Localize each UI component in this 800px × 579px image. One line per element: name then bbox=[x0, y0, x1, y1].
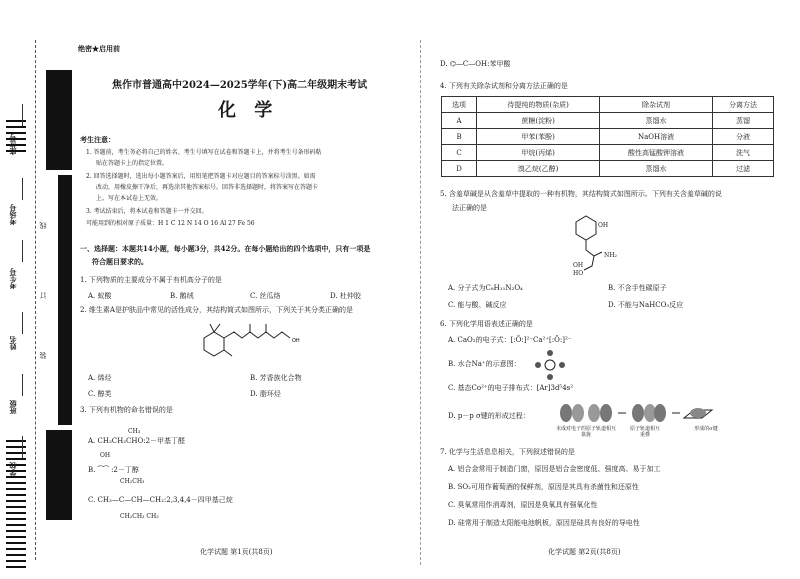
sigma-caption-2: 原子轨道相互重叠 bbox=[630, 426, 661, 438]
q2-option-d: D. 脂环烃 bbox=[250, 390, 281, 398]
notice-title: 考生注意： bbox=[80, 135, 115, 144]
table-cell: 溴乙烷(乙醇) bbox=[477, 161, 600, 177]
question-4: 4. 下列有关除杂试剂和分离方法正确的是 bbox=[440, 82, 568, 90]
label-name: 姓名 bbox=[8, 336, 17, 350]
q3-option-d: D. ⌬—C—OH:苯甲酸 bbox=[440, 60, 511, 68]
q3-option-a: A. CH₃CH₂CHO:2－甲基丁醛 bbox=[88, 437, 186, 445]
q3c-top-group: CH₂CH₃ bbox=[120, 478, 145, 485]
binding-strip bbox=[0, 0, 72, 579]
mimosine-carboxyl-oh-label: OH bbox=[573, 262, 584, 269]
table-header-row bbox=[442, 97, 774, 113]
table-cell: 洗气 bbox=[712, 145, 773, 161]
subject-title: 化 学 bbox=[218, 100, 279, 121]
table-cell: D bbox=[442, 161, 477, 177]
question-7: 7. 化学与生活息息相关，下列叙述错误的是 bbox=[440, 448, 575, 456]
notice-1a: 1. 答题前，考生务必将自己的姓名、考生号填写在试卷和答题卡上，并将考生号条形码粘 bbox=[86, 149, 322, 156]
question-1: 1. 下列物质的主要成分不属于有机高分子的是 bbox=[80, 276, 222, 284]
q3-option-c: C. CH₃—C—CH—CH₂:2,3,4,4－四甲基己烷 bbox=[88, 496, 233, 504]
q6-option-d: D. p－p σ键的形成过程： bbox=[448, 412, 530, 420]
q5-option-d: D. 不能与NaHCO₃反应 bbox=[608, 301, 684, 309]
svg-text:OH: OH bbox=[292, 338, 300, 344]
table-header: 分离方法 bbox=[712, 97, 773, 113]
q1-option-d: D. 杜仲胶 bbox=[330, 292, 361, 300]
q7-option-d: D. 硅常用于制造太阳能电池帆板，原因是硅具有良好的导电性 bbox=[448, 519, 640, 527]
q6-option-c: C. 基态Co²⁺的电子排布式：[Ar]3d⁵4s² bbox=[448, 384, 574, 392]
label-examinee: 考生号 bbox=[8, 268, 17, 289]
q1-option-b: B. 鹅绒 bbox=[170, 292, 194, 300]
table-cell: 过滤 bbox=[712, 161, 773, 177]
question-2: 2. 维生素A是护肤品中常见的活性成分，其结构简式如图所示，下列关于其分类正确的是 bbox=[80, 306, 353, 314]
question-5-cont: 法正确的是 bbox=[452, 204, 487, 212]
label-school: 学校 bbox=[8, 462, 17, 476]
table-cell: C bbox=[442, 145, 477, 161]
q2-option-a: A. 烯烃 bbox=[88, 374, 112, 382]
table-cell: 蒸馏水 bbox=[600, 161, 713, 177]
table-cell: 甲苯(苯酚) bbox=[477, 129, 600, 145]
binding-bar-mid bbox=[58, 175, 72, 425]
notice-2a: 2. 回答选择题时，选出每小题答案后，用铅笔把答题卡对应题目的答案标号涂黑。如需 bbox=[86, 173, 316, 180]
page-2-footer: 化学试题 第2页(共8页) bbox=[548, 548, 621, 556]
label-room: 考场号 bbox=[8, 204, 17, 225]
question-5: 5. 含羞草碱是从含羞草中提取的一种有机物，其结构简式如图所示。下列有关含羞草碱的说 bbox=[440, 190, 722, 198]
table-cell: B bbox=[442, 129, 477, 145]
sigma-caption-3: 形成的σ键 bbox=[694, 426, 718, 432]
q3a-substituent: CH₃ bbox=[128, 428, 141, 435]
q3-option-b: B. ⁀⁀ :2－丁醇 bbox=[88, 466, 139, 474]
hydrated-sodium-diagram bbox=[530, 348, 570, 382]
q7-option-a: A. 铝合金常用于制造门窗，原因是铝合金密度低、强度高、易于加工 bbox=[448, 465, 661, 473]
mimosine-oh-label: OH bbox=[598, 222, 609, 229]
table-row bbox=[442, 113, 774, 129]
label-seat: 座位号 bbox=[8, 134, 17, 155]
q1-option-c: C. 丝瓜络 bbox=[250, 292, 281, 300]
cut-mark-staple: 装 bbox=[39, 352, 47, 359]
table-header: 选项 bbox=[442, 97, 477, 113]
notice-2c: 上。写在本试卷上无效。 bbox=[96, 195, 163, 202]
table-cell: 甲烷(丙烯) bbox=[477, 145, 600, 161]
purification-table bbox=[441, 96, 774, 177]
section-heading-2: 符合题目要求的。 bbox=[92, 257, 148, 266]
confidential-mark: 绝密★启用前 bbox=[78, 44, 120, 53]
page-1-footer: 化学试题 第1页(共8页) bbox=[200, 548, 273, 556]
table-row bbox=[442, 145, 774, 161]
q1-option-a: A. 蚁酸 bbox=[88, 292, 112, 300]
sigma-bond-diagram bbox=[556, 402, 716, 424]
table-row bbox=[442, 161, 774, 177]
exam-title: 焦作市普通高中2024—2025学年(下)高二年级期末考试 bbox=[112, 80, 368, 91]
q5-option-a: A. 分子式为C₈H₁₁N₂O₄ bbox=[448, 284, 523, 292]
table-header: 除杂试剂 bbox=[600, 97, 713, 113]
q5-option-b: B. 不含手性碳原子 bbox=[608, 284, 667, 292]
q3b-hydroxyl: OH bbox=[100, 452, 111, 459]
q5-option-c: C. 能与酸、碱反应 bbox=[448, 301, 507, 309]
table-cell: 分液 bbox=[712, 129, 773, 145]
table-cell: 蒸馏 bbox=[712, 113, 773, 129]
q2-option-c: C. 醇类 bbox=[88, 390, 112, 398]
binding-cut-line bbox=[35, 40, 36, 560]
q2-option-b: B. 芳香族化合物 bbox=[250, 374, 302, 382]
sigma-caption-1: 未成对电子的原子轨道相互靠拢 bbox=[556, 426, 617, 438]
question-3: 3. 下列有机物的命名错误的是 bbox=[80, 406, 173, 414]
q3c-bottom-groups: CH₂CH₃ CH₃ bbox=[120, 513, 159, 520]
table-header: 待提纯的物质(杂质) bbox=[477, 97, 600, 113]
atomic-masses: 可能用到的相对原子质量：H 1 C 12 N 14 O 16 Al 27 Fe 56 bbox=[86, 220, 255, 227]
notice-1b: 贴在答题卡上的指定位置。 bbox=[96, 160, 169, 167]
cut-mark-bind: 订 bbox=[39, 292, 47, 299]
table-cell: 酸性高锰酸钾溶液 bbox=[600, 145, 713, 161]
table-cell: 蒸馏水 bbox=[600, 113, 713, 129]
binding-bar-bottom bbox=[46, 430, 72, 520]
question-6: 6. 下列化学用语表述正确的是 bbox=[440, 320, 533, 328]
table-cell: A bbox=[442, 113, 477, 129]
mimosine-ho-label: HO bbox=[573, 270, 584, 277]
q7-option-b: B. SO₂可用作葡萄酒的保鲜剂，原因是其具有杀菌性和还原性 bbox=[448, 483, 639, 491]
notice-2b: 改动，用橡皮擦干净后，再选涂其他答案标号。回答非选择题时，将答案写在答题卡 bbox=[96, 184, 319, 191]
notice-3: 3. 考试结束后，将本试卷和答题卡一并交回。 bbox=[86, 208, 208, 215]
label-class: 班级 bbox=[8, 400, 17, 414]
q6-option-a: A. CaO₂的电子式：[:Ö:]²⁻Ca²⁺[:Ö:]²⁻ bbox=[448, 336, 572, 344]
mimosine-nh2-label: NH₂ bbox=[604, 252, 617, 259]
section-heading: 一、选择题：本题共14小题，每小题3分，共42分。在每小题给出的四个选项中，只有一项是 bbox=[80, 244, 371, 253]
table-row bbox=[442, 129, 774, 145]
binding-bar-top bbox=[46, 70, 72, 170]
q7-option-c: C. 臭氧常用作消毒剂，原因是臭氧具有强氧化性 bbox=[448, 501, 598, 509]
cut-mark-line: 线 bbox=[39, 222, 47, 229]
table-cell: NaOH溶液 bbox=[600, 129, 713, 145]
q6-option-b: B. 水合Na⁺的示意图： bbox=[448, 360, 521, 368]
page-divider bbox=[420, 40, 421, 565]
vitamin-a-structure bbox=[196, 318, 306, 368]
table-cell: 蔗糖(淀粉) bbox=[477, 113, 600, 129]
